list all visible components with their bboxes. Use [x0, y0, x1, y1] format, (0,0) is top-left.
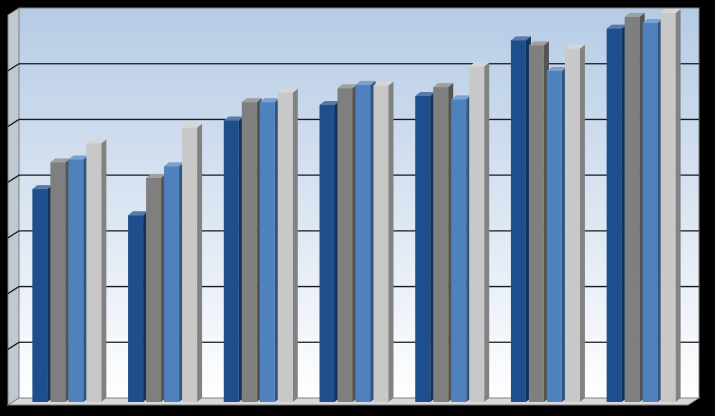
bar-front — [278, 93, 293, 402]
bar — [433, 83, 453, 402]
bar-group — [320, 81, 394, 402]
bar-side — [197, 124, 202, 402]
bar-side — [389, 81, 394, 402]
bar — [565, 45, 585, 402]
bar — [356, 81, 376, 402]
bar — [278, 89, 298, 402]
bar-front — [643, 23, 658, 402]
bar — [643, 19, 663, 402]
bar-front — [529, 45, 544, 402]
bar — [68, 156, 88, 402]
bar-front — [607, 29, 622, 402]
bar-side — [580, 45, 585, 402]
bar — [86, 139, 106, 402]
bar — [374, 81, 394, 402]
bar — [242, 98, 262, 402]
bar-front — [625, 17, 640, 402]
bar — [320, 101, 340, 402]
bar — [128, 211, 148, 402]
bar-front — [128, 215, 143, 402]
bar-front — [338, 88, 353, 402]
bar-front — [86, 143, 101, 402]
bar-front — [50, 162, 65, 402]
bar-front — [164, 166, 179, 402]
bar-front — [451, 99, 466, 402]
bar — [511, 36, 531, 402]
bar — [50, 158, 70, 402]
bar-front — [182, 128, 197, 402]
bar-front — [356, 85, 371, 402]
bar — [338, 84, 358, 402]
bar — [547, 67, 567, 402]
bar — [661, 9, 681, 402]
bar — [146, 174, 166, 402]
bar-side — [676, 9, 681, 402]
bar — [32, 185, 52, 402]
bar — [164, 162, 184, 402]
bar-front — [415, 96, 430, 402]
bar — [625, 13, 645, 402]
bar — [607, 25, 627, 402]
bar — [260, 98, 280, 402]
bar-group — [415, 63, 489, 403]
bar-front — [242, 102, 257, 402]
bar-front — [224, 121, 239, 402]
bar-group — [511, 36, 585, 402]
bar-front — [565, 49, 580, 402]
bar-side — [484, 63, 489, 403]
bar-front — [547, 71, 562, 402]
bar-front — [661, 13, 676, 402]
bar-group — [607, 9, 681, 402]
bar — [182, 124, 202, 402]
bar-front — [32, 189, 47, 402]
bar-front — [469, 67, 484, 403]
bar — [451, 95, 471, 402]
bar-front — [68, 160, 83, 402]
bar — [529, 41, 549, 402]
bar — [469, 63, 489, 403]
bar-group — [224, 89, 298, 402]
bar-front — [146, 178, 161, 402]
bar — [224, 117, 244, 402]
bar-front — [260, 102, 275, 402]
bar-front — [511, 40, 526, 402]
bar-side — [293, 89, 298, 402]
bar-front — [320, 105, 335, 402]
bar-front — [433, 87, 448, 402]
bar-side — [101, 139, 106, 402]
bar-front — [374, 85, 389, 402]
bar — [415, 92, 435, 402]
